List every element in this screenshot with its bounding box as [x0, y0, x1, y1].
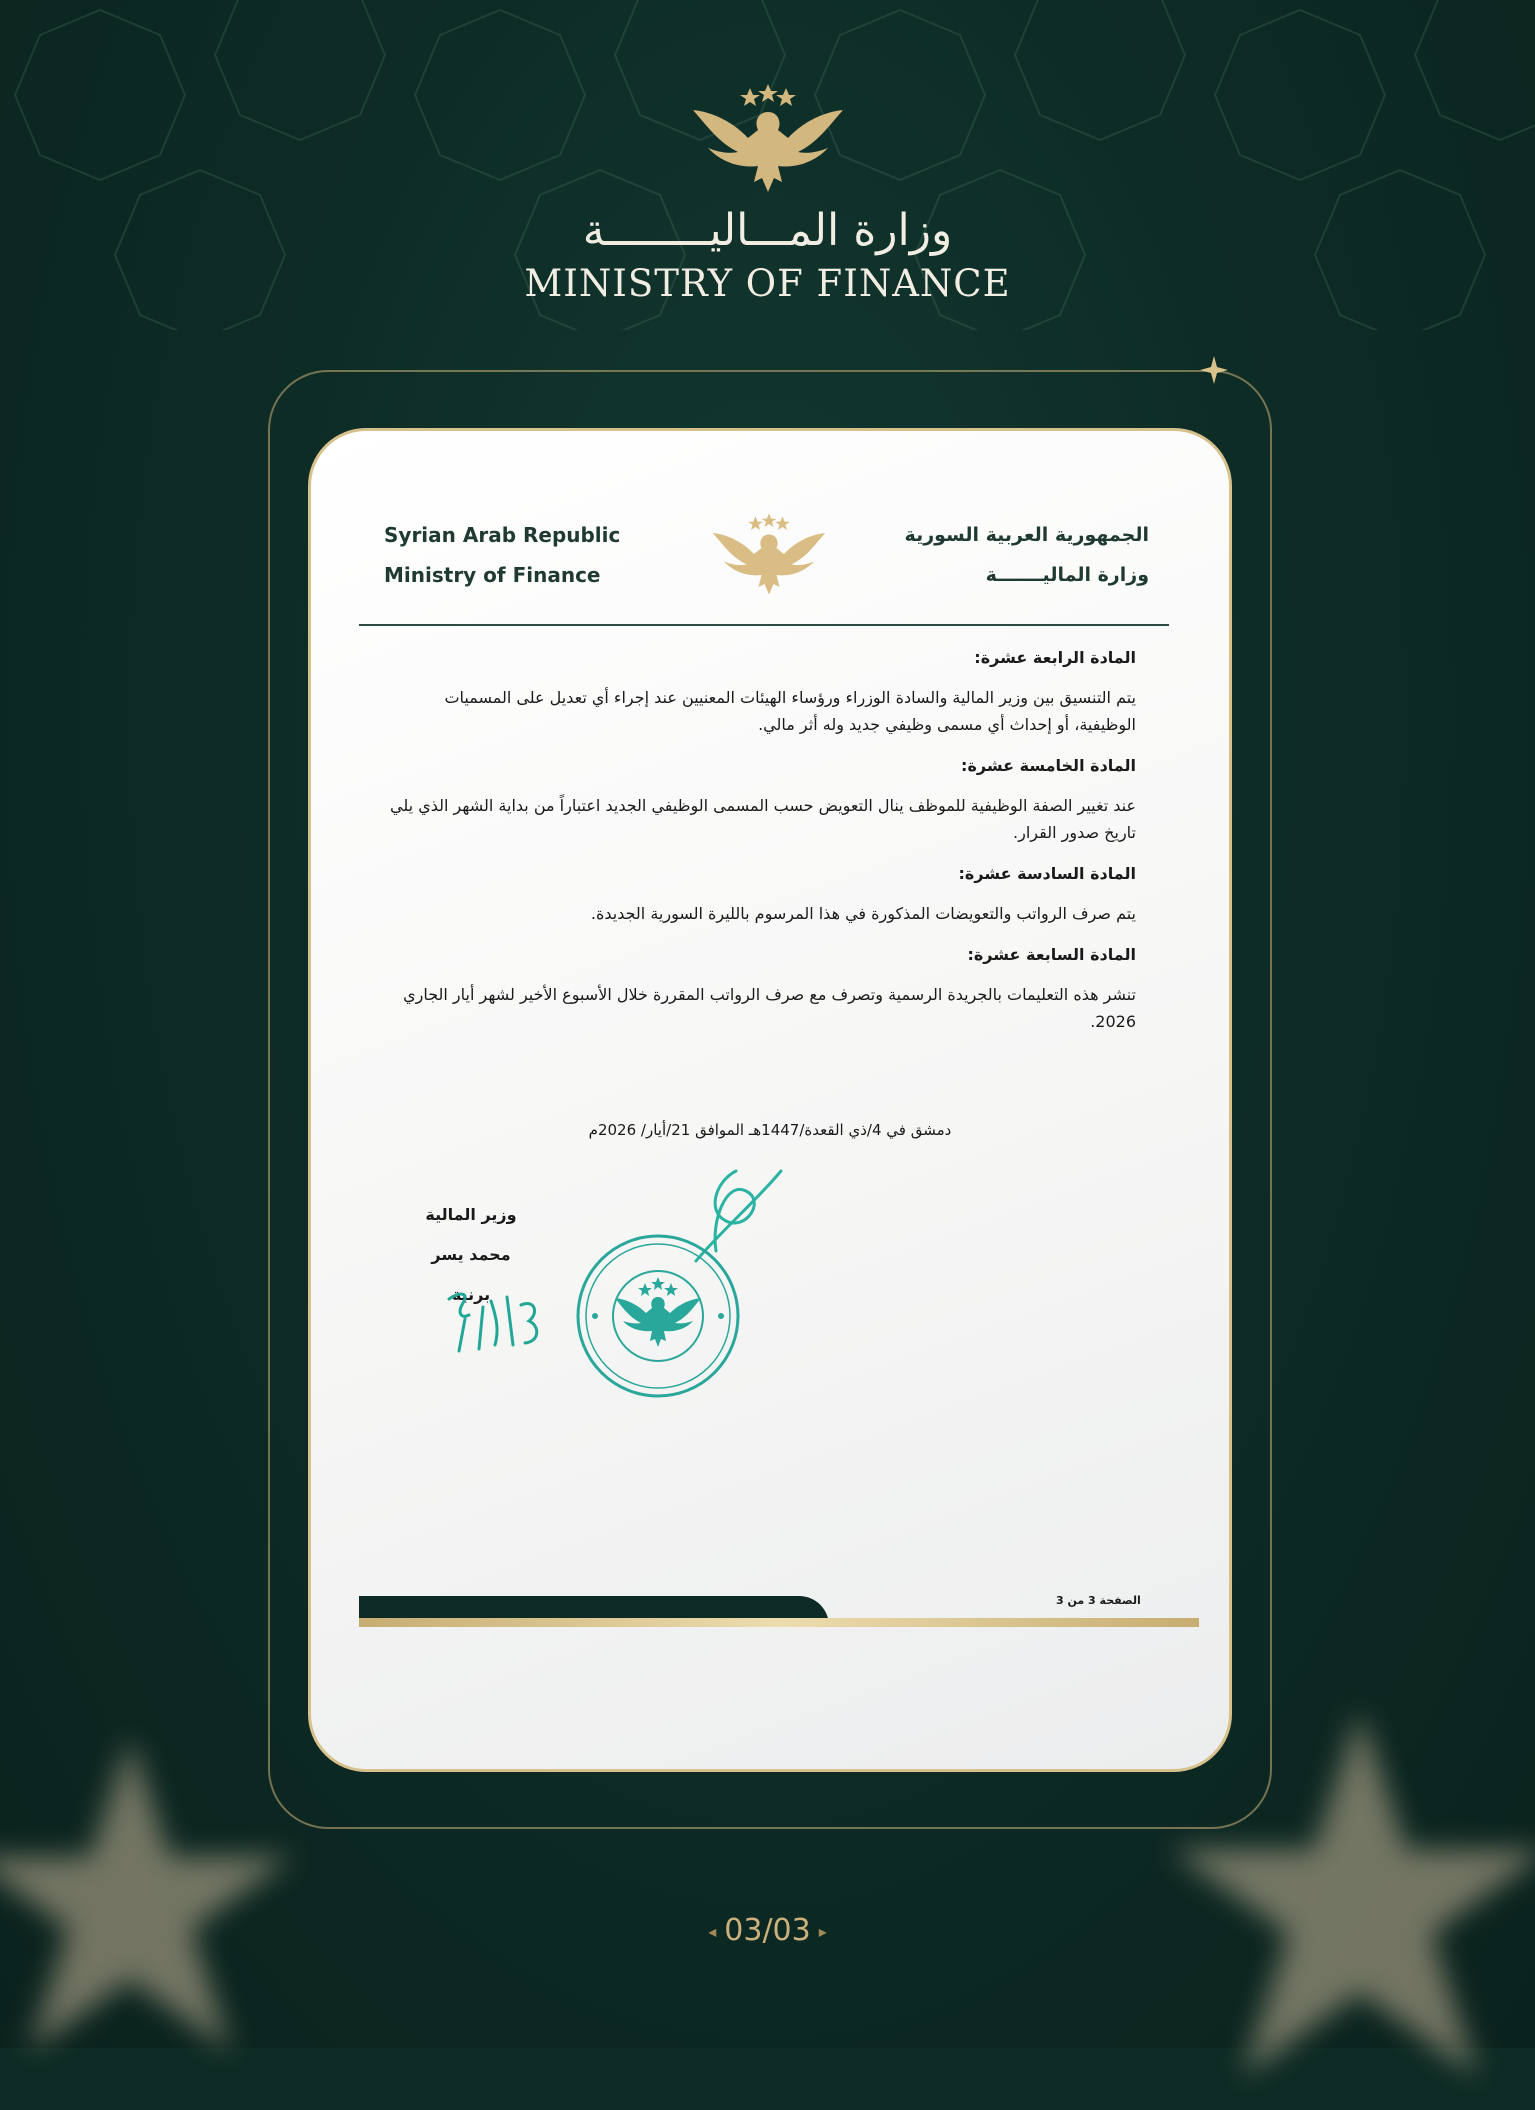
letterhead-country-en: Syrian Arab Republic — [384, 523, 621, 547]
page-number: الصفحة 3 من 3 — [1056, 1594, 1141, 1607]
letterhead-ministry-en: Ministry of Finance — [384, 563, 601, 587]
footer-gold-stripe — [359, 1618, 1199, 1627]
article-14 — [389, 646, 1136, 738]
article-text: يتم التنسيق بين وزير المالية والسادة الوزراء ورؤساء الهيئات المعنيين عند إجراء أي تعديل على المسميات الوظيفية، أو إحداث أي مسمى وظيفي جديد وله أثر مالي. — [444, 688, 1136, 734]
letterhead-eagle-icon — [709, 511, 829, 603]
letterhead-english — [384, 515, 620, 595]
article-17 — [389, 943, 1136, 1035]
official-stamp — [573, 1231, 743, 1401]
signatory-title: وزير المالية — [425, 1205, 517, 1224]
handwritten-signature — [439, 1279, 559, 1359]
letterhead-ministry-ar: وزارة الماليـــــــة — [985, 564, 1149, 586]
page-counter: 03/03 — [724, 1913, 811, 1948]
letterhead-country-ar: الجمهورية العربية السورية — [904, 524, 1149, 546]
ministry-title-english: MINISTRY OF FINANCE — [524, 262, 1011, 305]
article-title: المادة السادسة عشرة: — [958, 864, 1136, 883]
signatory-name: محمد يسر برنية — [431, 1245, 511, 1304]
article-16 — [389, 862, 1136, 927]
page-indicator — [0, 1913, 1535, 1948]
article-title: المادة السابعة عشرة: — [967, 945, 1136, 964]
article-15 — [389, 754, 1136, 846]
ministry-title-arabic: وزارة المـــاليــــــــة — [582, 205, 953, 256]
sparkle-icon — [1200, 356, 1228, 384]
chevron-right-icon[interactable]: ▸ — [818, 1922, 827, 1941]
issue-date: دمشق في 4/ذي القعدة/1447هـ الموافق 21/أيار/ 2026م — [588, 1121, 952, 1139]
article-title: المادة الرابعة عشرة: — [974, 648, 1136, 667]
eagle-emblem-icon — [688, 82, 848, 202]
article-text: تنشر هذه التعليمات بالجريدة الرسمية وتصرف مع صرف الرواتب المقررة خلال الأسبوع الأخير لشهر أيار الجاري 2026. — [403, 985, 1136, 1031]
article-title: المادة الخامسة عشرة: — [961, 756, 1136, 775]
chevron-left-icon[interactable]: ◂ — [708, 1922, 717, 1941]
letterhead-divider — [359, 624, 1169, 626]
document-page — [308, 428, 1232, 1772]
article-text: يتم صرف الرواتب والتعويضات المذكورة في هذا المرسوم بالليرة السورية الجديدة. — [590, 904, 1136, 923]
articles-body — [389, 646, 1136, 1051]
letterhead-arabic — [905, 515, 1149, 595]
article-text: عند تغيير الصفة الوظيفية للموظف ينال التعويض حسب المسمى الوظيفي الجديد اعتباراً من بداية الشهر الذي يلي تاريخ صدور القرار. — [390, 796, 1136, 842]
